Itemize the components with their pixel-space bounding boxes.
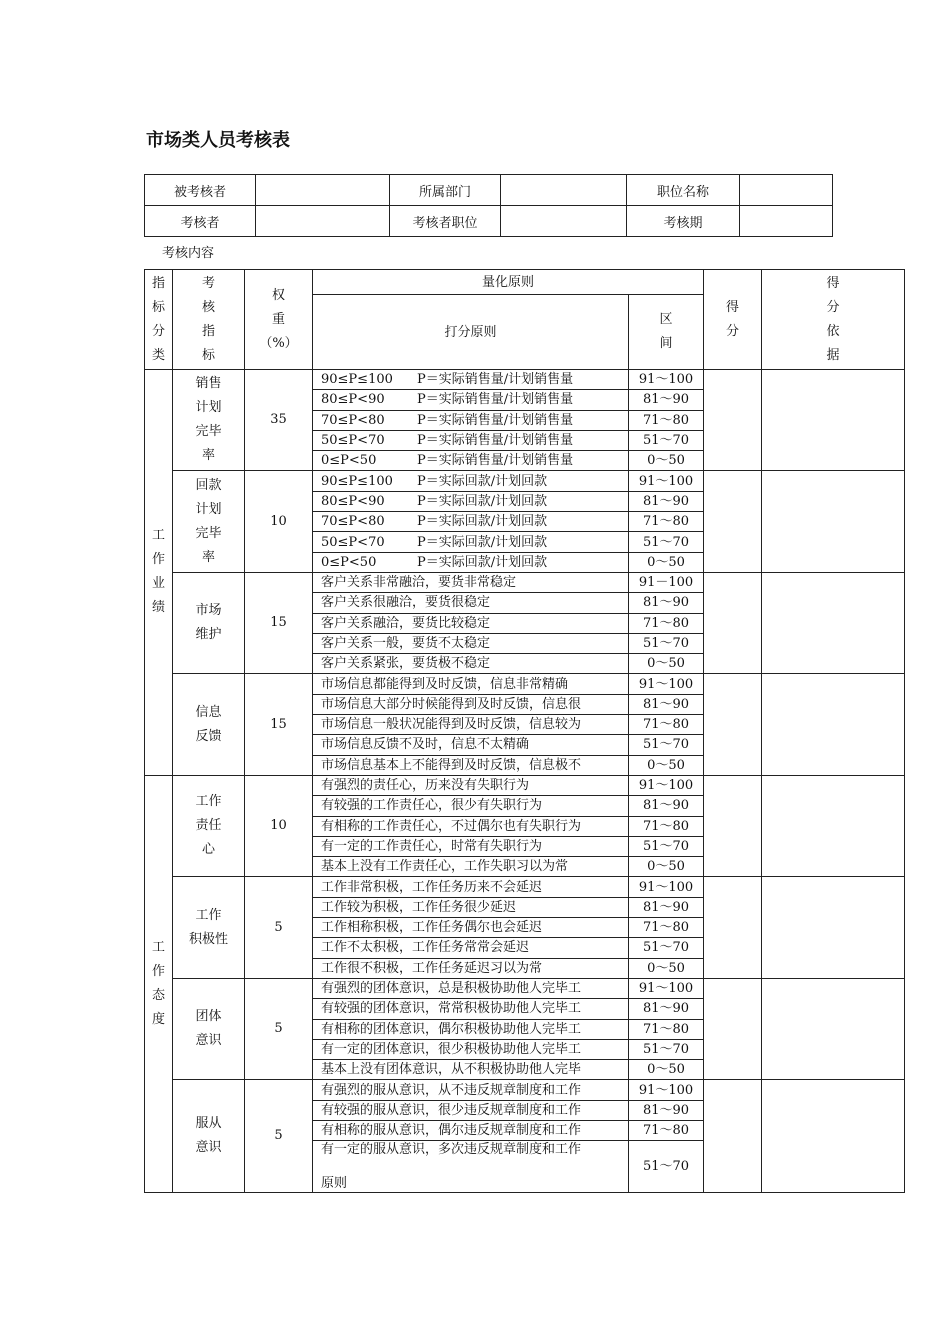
principle-text: 有强烈的责任心，历来没有失职行为 [321, 778, 530, 794]
basis-cell[interactable] [762, 978, 905, 1079]
scoring-principle [313, 633, 629, 653]
category-cell: 工 作 态 度 [145, 775, 173, 1192]
scoring-principle [313, 572, 629, 592]
score-range: 81～90 [629, 390, 704, 410]
info-row [145, 206, 833, 237]
score-range: 81～90 [629, 796, 704, 816]
weight-value: 5 [245, 978, 313, 1079]
weight-value: 10 [245, 471, 313, 572]
score-range: 91～100 [629, 877, 704, 897]
score-cell[interactable] [704, 572, 762, 673]
scoring-principle [313, 897, 629, 917]
score-range: 91～100 [629, 775, 704, 795]
principle-text: 市场信息大部分时候能得到及时反馈，信息很 [321, 696, 582, 712]
score-range: 0～50 [629, 857, 704, 877]
info-label: 考核期 [627, 206, 740, 237]
principle-text: 客户关系融洽，要货比较稳定 [321, 615, 491, 631]
score-range: 81～90 [629, 593, 704, 613]
header-weight: 权 重 （%） [245, 270, 313, 370]
score-range: 0～50 [629, 552, 704, 572]
principle-text: 基本上没有团体意识，从不积极协助他人完毕 [321, 1062, 582, 1078]
basis-cell[interactable] [762, 1080, 905, 1193]
info-label: 所属部门 [390, 175, 501, 206]
info-value-field[interactable] [501, 206, 627, 237]
category-cell: 工 作 业 绩 [145, 370, 173, 776]
score-range: 71～80 [629, 1120, 704, 1140]
scoring-principle [313, 715, 629, 735]
info-value-field[interactable] [740, 175, 833, 206]
score-cell[interactable] [704, 370, 762, 471]
basis-cell[interactable] [762, 572, 905, 673]
scoring-principle [313, 410, 629, 430]
scoring-principle [313, 1019, 629, 1039]
scoring-principle [313, 918, 629, 938]
info-value-field[interactable] [256, 206, 390, 237]
formula-text: P＝实际回款/计划回款 [417, 534, 548, 550]
info-value-field[interactable] [740, 206, 833, 237]
formula-text: P＝实际销售量/计划销售量 [417, 372, 574, 388]
score-range: 51～70 [629, 430, 704, 450]
scoring-principle [313, 1080, 629, 1100]
indicator-name: 团体 意识 [173, 978, 245, 1079]
condition-text: 90≤P≤100 [321, 473, 393, 489]
scoring-principle [313, 1039, 629, 1059]
principle-text: 有强烈的团体意识，总是积极协助他人完毕工 [321, 981, 582, 997]
scoring-principle [313, 430, 629, 450]
content-label: 考核内容 [162, 246, 215, 261]
indicator-name: 市场 维护 [173, 572, 245, 673]
score-range: 0～50 [629, 1060, 704, 1080]
scoring-principle [313, 654, 629, 674]
info-value-field[interactable] [501, 175, 627, 206]
basis-cell[interactable] [762, 471, 905, 572]
scoring-principle [313, 999, 629, 1019]
score-cell[interactable] [704, 877, 762, 978]
header-range: 区 间 [629, 295, 704, 370]
indicator-name: 销售 计划 完毕 率 [173, 370, 245, 471]
indicator-name: 回款 计划 完毕 率 [173, 471, 245, 572]
score-cell[interactable] [704, 674, 762, 775]
score-range: 51～70 [629, 836, 704, 856]
score-range: 81～90 [629, 999, 704, 1019]
basis-cell[interactable] [762, 370, 905, 471]
principle-text: 有较强的团体意识，常常积极协助他人完毕工 [321, 1001, 582, 1017]
info-label: 考核者 [145, 206, 256, 237]
scoring-principle [313, 796, 629, 816]
scoring-principle [313, 593, 629, 613]
scoring-principle [313, 857, 629, 877]
condition-text: 0≤P<50 [321, 453, 377, 469]
scoring-principle [313, 958, 629, 978]
scoring-principle [313, 1141, 629, 1193]
score-range: 81～90 [629, 897, 704, 917]
principle-text: 有强烈的服从意识，从不违反规章制度和工作 [321, 1082, 582, 1098]
score-range: 91～100 [629, 674, 704, 694]
score-range: 0～50 [629, 654, 704, 674]
score-range: 51～70 [629, 938, 704, 958]
score-range: 81～90 [629, 491, 704, 511]
score-range: 0～50 [629, 958, 704, 978]
table-row [145, 775, 905, 795]
formula-text: P＝实际回款/计划回款 [417, 473, 548, 489]
header-scoring-principle: 打分原则 [313, 295, 629, 370]
scoring-principle [313, 755, 629, 775]
scoring-principle [313, 491, 629, 511]
score-range: 81～90 [629, 1100, 704, 1120]
scoring-principle [313, 816, 629, 836]
condition-text: 80≤P<90 [321, 493, 385, 509]
table-row [145, 674, 905, 694]
condition-text: 90≤P≤100 [321, 372, 393, 388]
principle-text: 有一定的团体意识，很少积极协助他人完毕工 [321, 1041, 582, 1057]
scoring-principle [313, 512, 629, 532]
info-table [144, 174, 833, 237]
principle-text: 市场信息反馈不及时，信息不太精确 [321, 737, 530, 753]
scoring-principle [313, 775, 629, 795]
principle-text: 基本上没有工作责任心，工作失职习以为常 [321, 859, 569, 875]
principle-text: 有一定的工作责任心，时常有失职行为 [321, 838, 543, 854]
principle-text: 工作很不积极，工作任务延迟习以为常 [321, 960, 543, 976]
weight-value: 5 [245, 877, 313, 978]
header-basis: 得 分 依 据 [762, 270, 905, 370]
basis-cell[interactable] [762, 775, 905, 876]
score-range: 91～100 [629, 1080, 704, 1100]
table-row [145, 572, 905, 592]
score-range: 51～70 [629, 735, 704, 755]
indicator-name: 工作 责任 心 [173, 775, 245, 876]
header-category: 指 标 分 类 [145, 270, 173, 370]
score-range: 71～80 [629, 816, 704, 836]
score-range: 81～90 [629, 694, 704, 714]
scoring-principle [313, 1100, 629, 1120]
scoring-principle [313, 1120, 629, 1140]
indicator-name: 服从 意识 [173, 1080, 245, 1193]
page-title: 市场类人员考核表 [146, 130, 290, 151]
weight-value: 5 [245, 1080, 313, 1193]
condition-text: 70≤P<80 [321, 514, 385, 530]
principle-text: 客户关系一般，要货不太稳定 [321, 636, 491, 651]
condition-text: 80≤P<90 [321, 392, 385, 408]
score-range: 71～80 [629, 512, 704, 532]
score-range: 91～100 [629, 471, 704, 491]
formula-text: P＝实际回款/计划回款 [417, 554, 548, 570]
scoring-principle [313, 877, 629, 897]
table-row [145, 978, 905, 998]
score-range: 71～80 [629, 613, 704, 633]
scoring-principle [313, 694, 629, 714]
condition-text: 70≤P<80 [321, 412, 385, 428]
principle-text: 工作较为积极，工作任务很少延迟 [321, 899, 517, 915]
header-quantification: 量化原则 [313, 270, 704, 295]
header-indicator: 考 核 指 标 [173, 270, 245, 370]
score-cell[interactable] [704, 1080, 762, 1193]
condition-text: 0≤P<50 [321, 554, 377, 570]
principle-text: 客户关系非常融洽，要货非常稳定 [321, 575, 517, 591]
scoring-principle [313, 1060, 629, 1080]
principle-text: 有相称的团体意识，偶尔积极协助他人完毕工 [321, 1021, 582, 1037]
formula-text: P＝实际销售量/计划销售量 [417, 392, 574, 408]
formula-text: P＝实际销售量/计划销售量 [417, 412, 574, 428]
principle-text: 工作不太积极，工作任务常常会延迟 [321, 940, 530, 956]
principle-text: 有相称的工作责任心，不过偶尔也有失职行为 [321, 818, 582, 834]
info-label: 职位名称 [627, 175, 740, 206]
score-cell[interactable] [704, 471, 762, 572]
principle-text: 市场信息一般状况能得到及时反馈，信息较为 [321, 717, 582, 733]
score-range: 0～50 [629, 451, 704, 471]
principle-text: 有相称的服从意识，偶尔违反规章制度和工作 [321, 1123, 582, 1139]
scoring-principle [313, 674, 629, 694]
scoring-principle [313, 613, 629, 633]
info-label: 考核者职位 [390, 206, 501, 237]
score-range: 51～70 [629, 1141, 704, 1193]
condition-text: 50≤P<70 [321, 433, 385, 449]
principle-text: 市场信息基本上不能得到及时反馈，信息极不 [321, 757, 582, 773]
table-row [145, 471, 905, 491]
basis-cell[interactable] [762, 877, 905, 978]
score-range: 71～80 [629, 918, 704, 938]
weight-value: 35 [245, 370, 313, 471]
principle-text: 工作非常积极，工作任务历来不会延迟 [321, 879, 543, 895]
scoring-principle [313, 471, 629, 491]
score-range: 51～70 [629, 1039, 704, 1059]
formula-text: P＝实际回款/计划回款 [417, 493, 548, 509]
scoring-principle [313, 532, 629, 552]
indicator-name: 信息 反馈 [173, 674, 245, 775]
table-row [145, 1080, 905, 1100]
score-cell[interactable] [704, 978, 762, 1079]
weight-value: 15 [245, 674, 313, 775]
score-range: 91－100 [629, 572, 704, 592]
scoring-principle [313, 552, 629, 572]
formula-text: P＝实际销售量/计划销售量 [417, 433, 574, 449]
formula-text: P＝实际回款/计划回款 [417, 514, 548, 530]
scoring-principle [313, 735, 629, 755]
principle-text: 客户关系紧张，要货极不稳定 [321, 656, 491, 672]
scoring-principle [313, 836, 629, 856]
info-row [145, 175, 833, 206]
principle-text: 有一定的服从意识，多次违反规章制度和工作 原则 [321, 1142, 582, 1192]
score-range: 91～100 [629, 370, 704, 390]
score-cell[interactable] [704, 775, 762, 876]
scoring-principle [313, 390, 629, 410]
scoring-principle [313, 451, 629, 471]
score-range: 0～50 [629, 755, 704, 775]
info-label: 被考核者 [145, 175, 256, 206]
principle-text: 工作相称积极，工作任务偶尔也会延迟 [321, 920, 543, 936]
score-range: 91～100 [629, 978, 704, 998]
assessment-table [144, 269, 905, 1193]
formula-text: P＝实际销售量/计划销售量 [417, 453, 574, 469]
score-range: 51～70 [629, 633, 704, 653]
scoring-principle [313, 370, 629, 390]
scoring-principle [313, 978, 629, 998]
score-range: 71～80 [629, 715, 704, 735]
scoring-principle [313, 938, 629, 958]
basis-cell[interactable] [762, 674, 905, 775]
weight-value: 15 [245, 572, 313, 673]
table-row [145, 877, 905, 897]
score-range: 71～80 [629, 410, 704, 430]
principle-text: 市场信息都能得到及时反馈，信息非常精确 [321, 676, 569, 692]
principle-text: 有较强的工作责任心，很少有失职行为 [321, 798, 543, 814]
indicator-name: 工作 积极性 [173, 877, 245, 978]
principle-text: 客户关系很融洽，要货很稳定 [321, 595, 491, 611]
condition-text: 50≤P<70 [321, 534, 385, 550]
score-range: 71～80 [629, 1019, 704, 1039]
header-score: 得 分 [704, 270, 762, 370]
principle-text: 有较强的服从意识，很少违反规章制度和工作 [321, 1102, 582, 1118]
weight-value: 10 [245, 775, 313, 876]
info-value-field[interactable] [256, 175, 390, 206]
table-row [145, 370, 905, 390]
score-range: 51～70 [629, 532, 704, 552]
